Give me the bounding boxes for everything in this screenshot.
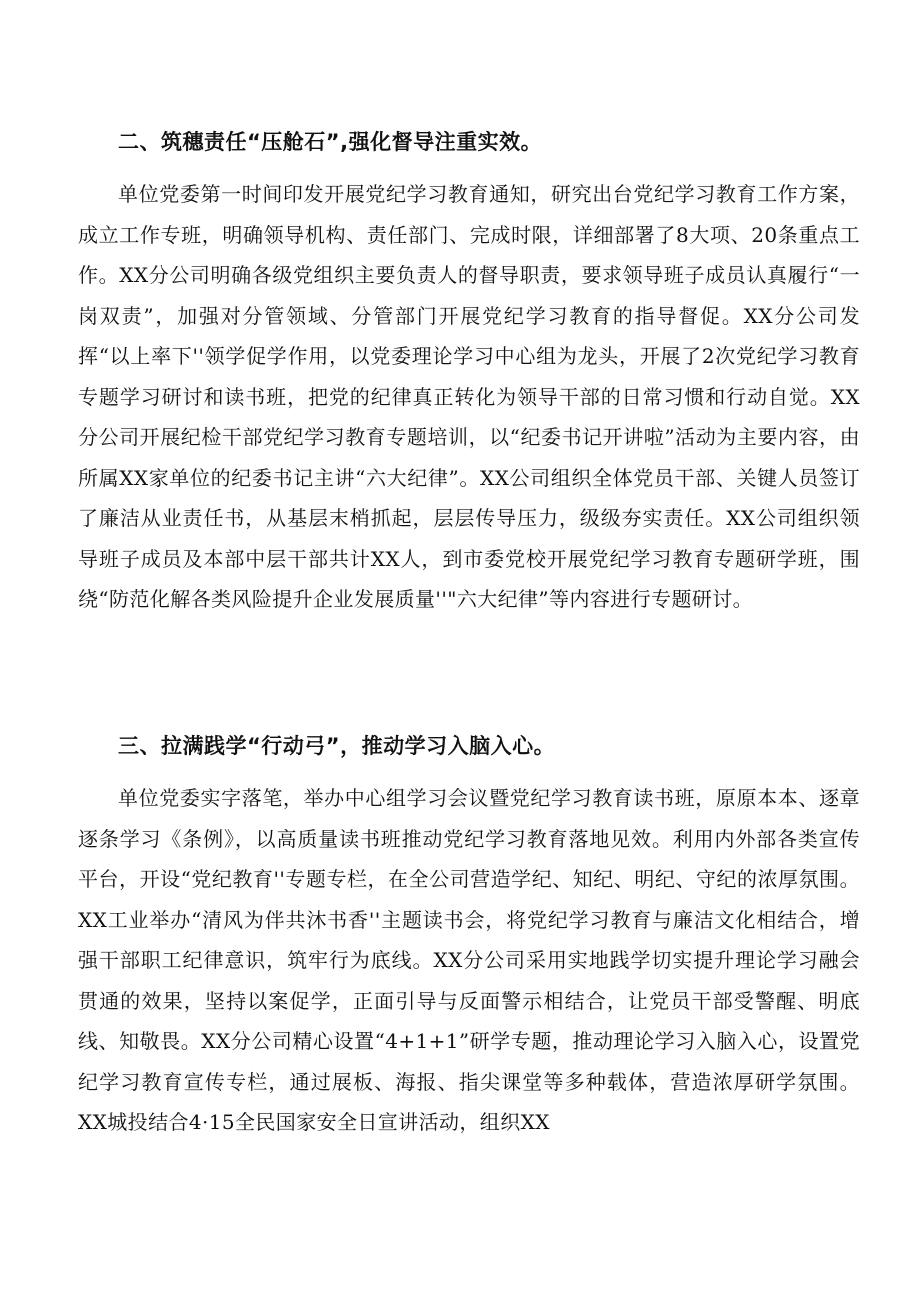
section-two-heading: 二、筑穗责任“压舱石”,强化督导注重实效。 xyxy=(118,130,543,154)
section-two-paragraph: 单位党委第一时间印发开展党纪学习教育通知，研究出台党纪学习教育工作方案，成立工作专班，明确领导机构、责任部门、完成时限，详细部署了8大项、20条重点工作。XX分公司明确各级党组织主要负责人的督导职责，要求领导班子成员认真履行“一岗双责”，加强对分管领域、分管部门开展党纪学习教育的指导督促。XX分公司发挥“以上率下''领学促学作用，以党委理论学习中心组为龙头，开展了2次党纪学习教育专题学习研讨和读书班，把党的纪律真正转化为领导干部的日常习惯和行动自觉。XX分公司开展纪检干部党纪学习教育专题培训，以“纪委书记开讲啦”活动为主要内容，由所属XX家单位的纪委书记主讲“六大纪律”。XX公司组织全体党员干部、关键人员签订了廉洁从业责任书，从基层末梢抓起，层层传导压力，级级夯实责任。XX公司组织领导班子成员及本部中层干部共计XX人，到市委党校开展党纪学习教育专题研学班，围绕“防范化解各类风险提升企业发展质量''"六大纪律”等内容进行专题研讨。 xyxy=(78,182,860,611)
section-two xyxy=(78,118,860,620)
section-three-heading: 三、拉满践学“行动弓”，推动学习入脑入心。 xyxy=(118,734,556,758)
section-three-paragraph: 单位党委实字落笔，举办中心组学习会议暨党纪学习教育读书班，原原本本、逐章逐条学习《条例》，以高质量读书班推动党纪学习教育落地见效。利用内外部各类宣传平台，开设“党纪教育''专题专栏，在全公司营造学纪、知纪、明纪、守纪的浓厚氛围。XX工业举办“清风为伴共沐书香''主题读书会，将党纪学习教育与廉洁文化相结合，增强干部职工纪律意识，筑牢行为底线。XX分公司采用实地践学切实提升理论学习融会贯通的效果，坚持以案促学，正面引导与反面警示相结合，让党员干部受警醒、明底线、知敬畏。XX分公司精心设置“4+1+1”研学专题，推动理论学习入脑入心，设置党纪学习教育宣传专栏，通过展板、海报、指尖课堂等多种载体，营造浓厚研学氛围。XX城投结合4·15全民国家安全日宣讲活动，组织XX xyxy=(78,786,860,1134)
section-three xyxy=(78,722,860,1143)
